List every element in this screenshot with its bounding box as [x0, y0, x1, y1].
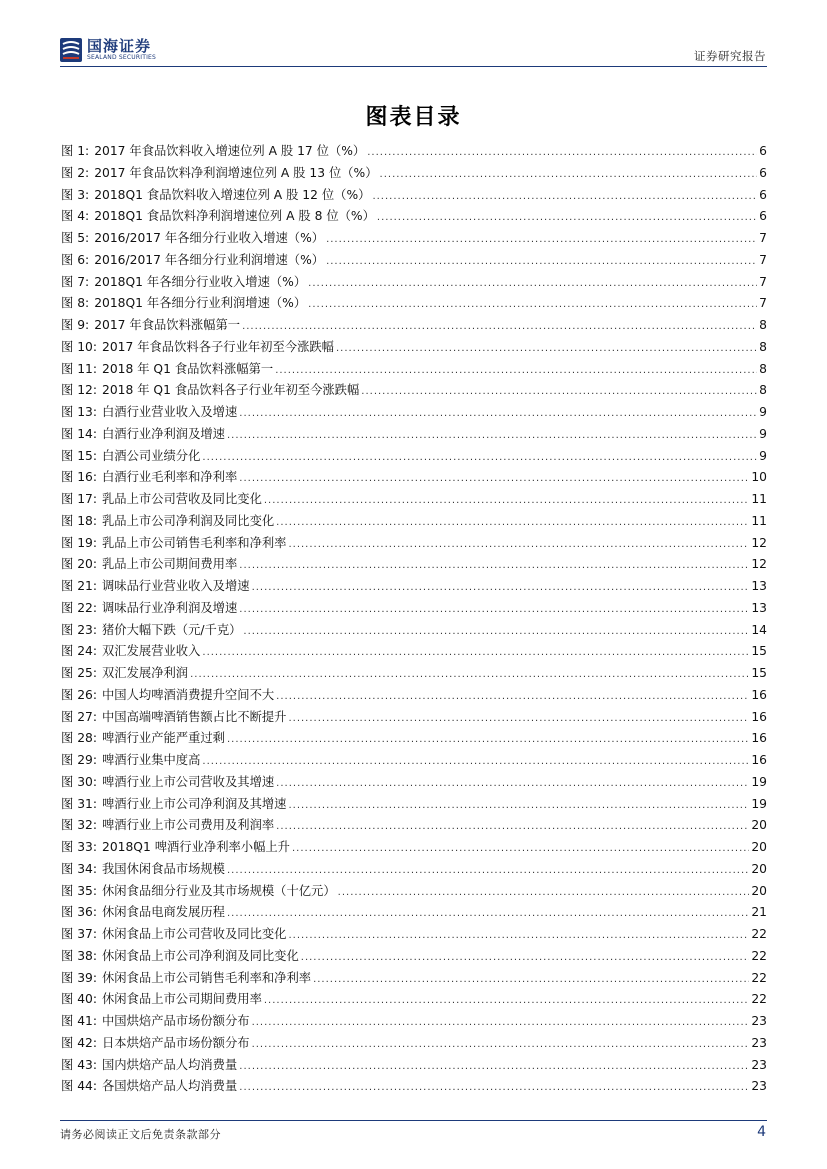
toc-leader-dots [308, 294, 757, 316]
toc-figure-title: 啤酒行业上市公司净利润及其增速 [102, 796, 287, 811]
toc-leader-dots [264, 990, 749, 1012]
toc-figure-label: 图 18: [61, 513, 97, 528]
toc-leader-dots [242, 316, 757, 338]
toc-page-number: 7 [759, 252, 767, 267]
toc-leader-dots [239, 555, 749, 577]
toc-entry[interactable] [61, 446, 767, 468]
toc-page-number: 23 [751, 1014, 767, 1028]
toc-entry[interactable] [61, 315, 767, 337]
toc-figure-title: 休闲食品上市公司净利润及同比变化 [102, 948, 299, 963]
toc-entry[interactable] [61, 533, 767, 555]
logo-chinese-name: 国海证券 [87, 37, 152, 55]
toc-leader-dots [292, 838, 749, 860]
logo-text [87, 38, 156, 62]
toc-figure-label: 图 15: [61, 448, 97, 463]
toc-entry[interactable] [61, 620, 767, 642]
toc-figure-label: 图 38: [61, 948, 97, 963]
toc-figure-label: 图 24: [61, 644, 97, 659]
toc-page-number: 20 [751, 818, 767, 833]
toc-figure-title: 猪价大幅下跌（元/千克） [102, 622, 242, 637]
toc-leader-dots [380, 164, 758, 186]
toc-figure-title: 2017 年食品饮料涨幅第一 [94, 318, 241, 332]
header-divider [60, 66, 767, 67]
toc-page-number: 16 [751, 709, 767, 724]
toc-leader-dots [276, 773, 749, 795]
toc-page-number: 22 [751, 948, 767, 963]
toc-leader-dots [276, 512, 749, 534]
toc-page-number: 20 [751, 861, 767, 876]
page-number: 4 [757, 1124, 766, 1140]
toc-figure-label: 图 42: [61, 1035, 97, 1050]
toc-figure-title: 2018 年 Q1 食品饮料各子行业年初至今涨跌幅 [102, 383, 360, 398]
toc-entry[interactable] [61, 293, 767, 315]
toc-entry[interactable] [61, 728, 767, 750]
toc-entry[interactable] [61, 380, 767, 402]
toc-figure-title: 白酒行业净利润及增速 [102, 426, 225, 441]
toc-figure-label: 图 35: [61, 883, 97, 898]
toc-figure-title: 调味品行业营业收入及增速 [102, 579, 250, 593]
toc-leader-dots [367, 142, 757, 164]
toc-entry[interactable] [61, 663, 767, 685]
toc-page-number: 16 [751, 687, 767, 702]
toc-entry[interactable] [61, 141, 767, 163]
figure-list [61, 141, 767, 1098]
toc-figure-title: 休闲食品上市公司销售毛利率和净利率 [102, 970, 312, 985]
toc-entry[interactable] [61, 750, 767, 772]
toc-entry[interactable] [61, 1076, 767, 1098]
toc-leader-dots [239, 1077, 749, 1099]
toc-figure-title: 乳品上市公司期间费用率 [102, 557, 238, 572]
toc-entry[interactable] [61, 598, 767, 620]
toc-entry[interactable] [61, 859, 767, 881]
toc-page-number: 6 [759, 144, 767, 158]
toc-figure-label: 图 21: [61, 579, 97, 593]
toc-figure-label: 图 41: [61, 1014, 97, 1028]
toc-entry[interactable] [61, 837, 767, 859]
footer-divider [60, 1120, 767, 1121]
toc-page-number: 19 [751, 796, 767, 811]
toc-figure-label: 图 20: [61, 557, 97, 572]
toc-figure-title: 2018Q1 年各细分行业利润增速（%） [94, 296, 307, 311]
toc-page-number: 16 [751, 731, 767, 746]
toc-leader-dots [202, 751, 749, 773]
toc-figure-label: 图 7: [61, 274, 90, 289]
toc-figure-title: 双汇发展营业收入 [102, 644, 201, 659]
toc-figure-label: 图 30: [61, 774, 97, 789]
toc-figure-label: 图 26: [61, 687, 97, 702]
toc-figure-label: 图 12: [61, 383, 97, 398]
toc-page-number: 6 [759, 209, 767, 224]
toc-figure-title: 国内烘焙产品人均消费量 [102, 1057, 238, 1072]
toc-figure-title: 中国烘焙产品市场份额分布 [102, 1014, 250, 1028]
toc-figure-title: 日本烘焙产品市场份额分布 [102, 1035, 250, 1050]
toc-figure-title: 2018Q1 年各细分行业收入增速（%） [94, 274, 307, 289]
toc-figure-title: 双汇发展净利润 [102, 666, 189, 680]
toc-page-number: 12 [751, 557, 767, 572]
toc-entry[interactable] [61, 185, 767, 207]
toc-figure-label: 图 11: [61, 361, 97, 376]
toc-leader-dots [252, 1012, 750, 1034]
toc-leader-dots [227, 903, 749, 925]
toc-entry[interactable] [61, 337, 767, 359]
toc-leader-dots [243, 621, 749, 643]
toc-figure-title: 各国烘焙产品人均消费量 [102, 1079, 238, 1094]
toc-figure-title: 2018 年 Q1 食品饮料涨幅第一 [102, 361, 274, 376]
page-title: 图表目录 [365, 105, 462, 130]
toc-figure-label: 图 8: [61, 296, 90, 311]
toc-figure-title: 2017 年食品饮料各子行业年初至今涨跌幅 [102, 339, 334, 354]
toc-figure-title: 啤酒行业上市公司营收及其增速 [102, 774, 275, 789]
toc-page-number: 23 [751, 1035, 767, 1050]
toc-figure-label: 图 34: [61, 861, 97, 876]
toc-figure-label: 图 22: [61, 600, 97, 615]
toc-figure-label: 图 36: [61, 905, 97, 920]
toc-page-number: 19 [751, 774, 767, 789]
toc-figure-label: 图 13: [61, 405, 97, 419]
toc-entry[interactable] [61, 946, 767, 968]
sealand-logo-icon [60, 38, 82, 62]
toc-page-number: 8 [759, 318, 767, 332]
toc-leader-dots [190, 664, 749, 686]
toc-page-number: 7 [759, 274, 767, 289]
toc-figure-label: 图 14: [61, 426, 97, 441]
toc-entry[interactable] [61, 881, 767, 903]
toc-page-number: 20 [751, 883, 767, 898]
toc-figure-title: 乳品上市公司营收及同比变化 [102, 492, 262, 506]
toc-page-number: 13 [751, 579, 767, 593]
toc-page-number: 22 [751, 927, 767, 941]
toc-figure-label: 图 1: [61, 144, 90, 158]
logo-english-name: SEALAND SECURITIES [87, 54, 157, 61]
toc-figure-label: 图 37: [61, 927, 97, 941]
toc-figure-label: 图 2: [61, 165, 90, 180]
toc-page-number: 21 [751, 905, 767, 920]
toc-page-number: 15 [751, 666, 767, 680]
toc-leader-dots [326, 229, 757, 251]
toc-entry[interactable] [61, 1033, 767, 1055]
toc-figure-title: 中国高端啤酒销售额占比不断提升 [102, 709, 287, 724]
toc-entry[interactable] [61, 685, 767, 707]
toc-figure-title: 乳品上市公司净利润及同比变化 [102, 513, 275, 528]
toc-page-number: 9 [759, 426, 767, 441]
toc-figure-label: 图 23: [61, 622, 97, 637]
toc-leader-dots [202, 447, 757, 469]
toc-leader-dots [308, 273, 757, 295]
toc-page-number: 10 [751, 470, 767, 485]
toc-leader-dots [336, 338, 757, 360]
toc-figure-label: 图 3: [61, 187, 90, 202]
toc-page-number: 14 [751, 622, 767, 637]
toc-leader-dots [276, 686, 749, 708]
toc-figure-title: 啤酒行业集中度高 [102, 753, 201, 767]
toc-figure-title: 啤酒行业上市公司费用及利润率 [102, 818, 275, 833]
toc-entry[interactable] [61, 467, 767, 489]
toc-page-number: 9 [759, 448, 767, 463]
toc-entry[interactable] [61, 772, 767, 794]
toc-entry[interactable] [61, 228, 767, 250]
company-logo[interactable] [60, 38, 156, 62]
toc-leader-dots [288, 795, 749, 817]
toc-leader-dots [288, 925, 749, 947]
toc-leader-dots [338, 882, 750, 904]
toc-page-number: 8 [759, 361, 767, 376]
toc-figure-label: 图 27: [61, 709, 97, 724]
toc-entry[interactable] [61, 902, 767, 924]
toc-figure-label: 图 40: [61, 992, 97, 1007]
toc-page-number: 11 [751, 492, 767, 506]
toc-page-number: 22 [751, 970, 767, 985]
toc-entry[interactable] [61, 989, 767, 1011]
toc-page-number: 7 [759, 231, 767, 245]
toc-entry[interactable] [61, 1011, 767, 1033]
toc-page-number: 8 [759, 339, 767, 354]
toc-figure-label: 图 16: [61, 470, 97, 485]
toc-figure-label: 图 10: [61, 339, 97, 354]
toc-figure-title: 休闲食品上市公司期间费用率 [102, 992, 262, 1007]
toc-entry[interactable] [61, 489, 767, 511]
toc-figure-label: 图 25: [61, 666, 97, 680]
toc-entry[interactable] [61, 815, 767, 837]
toc-page-number: 15 [751, 644, 767, 659]
toc-leader-dots [227, 729, 749, 751]
toc-page-number: 11 [751, 513, 767, 528]
toc-figure-title: 中国人均啤酒消费提升空间不大 [102, 687, 275, 702]
toc-entry[interactable] [61, 424, 767, 446]
toc-figure-title: 休闲食品细分行业及其市场规模（十亿元） [102, 883, 336, 898]
toc-figure-label: 图 43: [61, 1057, 97, 1072]
toc-figure-title: 我国休闲食品市场规模 [102, 861, 225, 876]
toc-figure-label: 图 31: [61, 796, 97, 811]
toc-entry[interactable] [61, 511, 767, 533]
toc-figure-title: 2016/2017 年各细分行业利润增速（%） [94, 252, 325, 267]
toc-figure-label: 图 29: [61, 753, 97, 767]
toc-entry[interactable] [61, 359, 767, 381]
toc-figure-title: 2018Q1 啤酒行业净利率小幅上升 [102, 840, 290, 854]
toc-figure-label: 图 33: [61, 840, 97, 854]
toc-entry[interactable] [61, 163, 767, 185]
toc-page-number: 16 [751, 753, 767, 767]
toc-figure-title: 啤酒行业产能严重过剩 [102, 731, 225, 746]
toc-figure-label: 图 4: [61, 209, 90, 224]
disclaimer-note: 请务必阅读正文后免责条款部分 [60, 1128, 221, 1141]
toc-figure-label: 图 39: [61, 970, 97, 985]
toc-figure-title: 休闲食品上市公司营收及同比变化 [102, 927, 287, 941]
toc-figure-title: 2018Q1 食品饮料收入增速位列 A 股 12 位（%） [94, 187, 371, 202]
toc-leader-dots [326, 251, 757, 273]
toc-page-number: 23 [751, 1079, 767, 1094]
toc-figure-label: 图 32: [61, 818, 97, 833]
toc-figure-title: 白酒行业毛利率和净利率 [102, 470, 238, 485]
toc-leader-dots [301, 947, 750, 969]
toc-leader-dots [227, 860, 749, 882]
toc-leader-dots [239, 599, 749, 621]
toc-leader-dots [252, 577, 750, 599]
toc-leader-dots [239, 468, 749, 490]
toc-page-number: 23 [751, 1057, 767, 1072]
toc-figure-title: 乳品上市公司销售毛利率和净利率 [102, 535, 287, 550]
toc-entry[interactable] [61, 1055, 767, 1077]
toc-page-number: 20 [751, 840, 767, 854]
toc-leader-dots [239, 1056, 749, 1078]
toc-entry[interactable] [61, 968, 767, 990]
toc-leader-dots [361, 381, 757, 403]
toc-leader-dots [252, 1034, 750, 1056]
toc-figure-title: 2017 年食品饮料净利润增速位列 A 股 13 位（%） [94, 165, 378, 180]
toc-page-number: 22 [751, 992, 767, 1007]
toc-figure-label: 图 28: [61, 731, 97, 746]
toc-entry[interactable] [61, 272, 767, 294]
toc-leader-dots [276, 816, 749, 838]
toc-figure-title: 2017 年食品饮料收入增速位列 A 股 17 位（%） [94, 144, 366, 158]
toc-entry[interactable] [61, 554, 767, 576]
toc-figure-label: 图 5: [61, 231, 90, 245]
toc-leader-dots [227, 425, 757, 447]
toc-entry[interactable] [61, 250, 767, 272]
toc-entry[interactable] [61, 794, 767, 816]
toc-page-number: 7 [759, 296, 767, 311]
toc-entry[interactable] [61, 641, 767, 663]
toc-leader-dots [377, 207, 757, 229]
toc-leader-dots [288, 708, 749, 730]
toc-entry[interactable] [61, 206, 767, 228]
toc-page-number: 8 [759, 383, 767, 398]
toc-figure-label: 图 19: [61, 535, 97, 550]
toc-page-number: 12 [751, 535, 767, 550]
toc-page-number: 6 [759, 165, 767, 180]
toc-entry[interactable] [61, 576, 767, 598]
report-type-label: 证券研究报告 [694, 49, 766, 63]
page-header [0, 0, 827, 68]
toc-figure-title: 白酒公司业绩分化 [102, 448, 201, 463]
toc-leader-dots [313, 969, 749, 991]
toc-figure-label: 图 44: [61, 1079, 97, 1094]
toc-entry[interactable] [61, 402, 767, 424]
toc-figure-title: 2018Q1 食品饮料净利润增速位列 A 股 8 位（%） [94, 209, 375, 224]
toc-leader-dots [288, 534, 749, 556]
toc-figure-label: 图 9: [61, 318, 90, 332]
toc-leader-dots [239, 403, 757, 425]
toc-page-number: 9 [759, 405, 767, 419]
toc-figure-label: 图 17: [61, 492, 97, 506]
toc-leader-dots [275, 360, 757, 382]
toc-figure-title: 2016/2017 年各细分行业收入增速（%） [94, 231, 325, 245]
toc-entry[interactable] [61, 707, 767, 729]
toc-page-number: 13 [751, 600, 767, 615]
toc-leader-dots [372, 186, 757, 208]
toc-figure-label: 图 6: [61, 252, 90, 267]
toc-leader-dots [202, 642, 749, 664]
toc-entry[interactable] [61, 924, 767, 946]
toc-leader-dots [264, 490, 749, 512]
toc-figure-title: 休闲食品电商发展历程 [102, 905, 225, 920]
toc-figure-title: 白酒行业营业收入及增速 [102, 405, 238, 419]
toc-figure-title: 调味品行业净利润及增速 [102, 600, 238, 615]
toc-page-number: 6 [759, 187, 767, 202]
